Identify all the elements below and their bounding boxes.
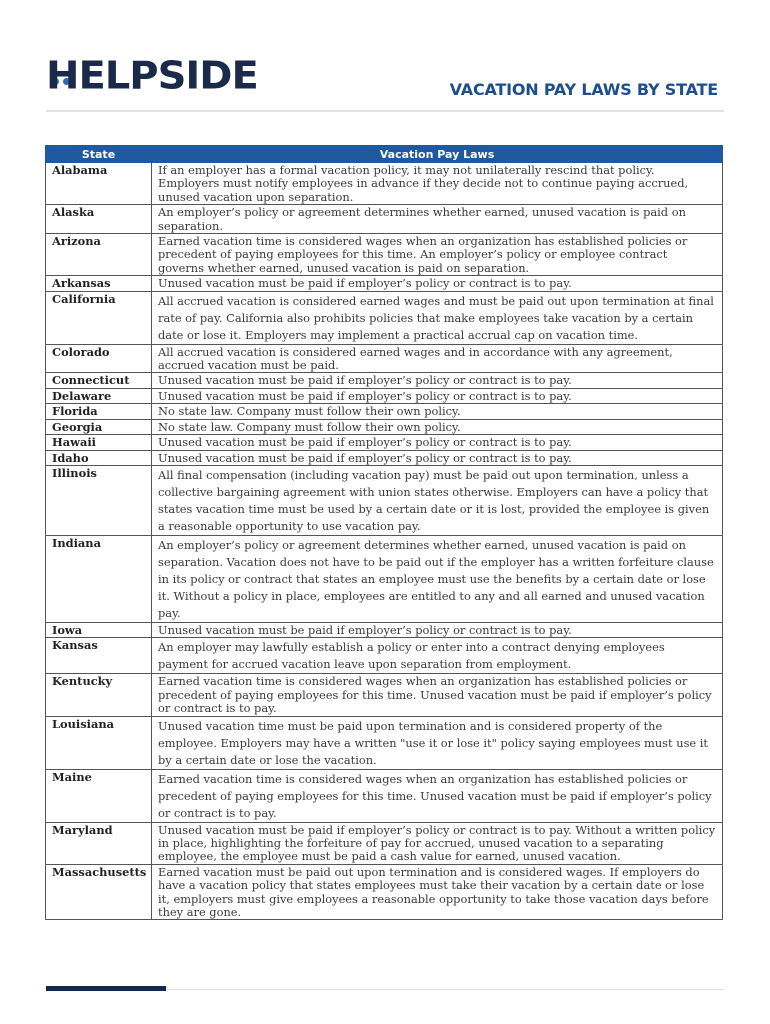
law-text: Unused vacation time must be paid upon termination and is considered property of the employee. Employers may have a written "use it or lose it" policy saying employees must use it by a certain date or lose the vacation. [152,716,723,769]
table-row [46,234,723,276]
state-name: Kansas [46,638,152,674]
law-text: An employer’s policy or agreement determines whether earned, unused vacation is paid on separation. Vacation does not have to be paid out if the employer has a written forfeiture clause in its policy or contract that states an employee must use the benefits by a certain date or lose it. Without a policy in place, employees are entitled to any and all earned and unused vacation pay. [152,535,723,622]
state-name: Indiana [46,535,152,622]
law-text: Unused vacation must be paid if employer’s policy or contract is to pay. [152,622,723,637]
table-row [46,435,723,450]
state-name: Delaware [46,388,152,403]
state-name: Iowa [46,622,152,637]
table-row [46,822,723,864]
state-name: Connecticut [46,373,152,388]
law-text: All accrued vacation is considered earned wages and must be paid out upon termination at final rate of pay. California also prohibits policies that make employees take vacation by a certain date or lose it. Employers may implement a practical accrual cap on vacation time. [152,291,723,344]
state-name: California [46,291,152,344]
state-name: Arkansas [46,276,152,291]
document-title: VACATION PAY LAWS BY STATE [449,80,718,99]
law-text: No state law. Company must follow their own policy. [152,404,723,419]
law-text: Unused vacation must be paid if employer’s policy or contract is to pay. [152,373,723,388]
table-row [46,622,723,637]
law-text: Earned vacation must be paid out upon termination and is considered wages. If employers do have a vacation policy that states employees must take their vacation by a certain date or lose it, employers must give employees a reasonable opportunity to take those vacation days before they are gone. [152,864,723,920]
table-row [46,276,723,291]
state-name: Georgia [46,419,152,434]
state-name: Illinois [46,465,152,535]
state-name: Massachusetts [46,864,152,920]
law-text: No state law. Company must follow their own policy. [152,419,723,434]
table-row [46,404,723,419]
law-text: Earned vacation time is considered wages when an organization has established policies or precedent of paying employees for this time. Unused vacation must be paid if employer’s policy or contract is to pay. [152,674,723,716]
state-name: Florida [46,404,152,419]
law-text: All final compensation (including vacation pay) must be paid out upon termination, unless a collective bargaining agreement with union states otherwise. Employers can have a policy that states vacation time must be used by a certain date or it is lost, provided the employee is given a reasonable opportunity to use vacation pay. [152,465,723,535]
table-row [46,373,723,388]
table-row [46,638,723,674]
helpside-logo [46,56,258,96]
table-row [46,163,723,205]
table-row [46,205,723,234]
law-text: Earned vacation time is considered wages when an organization has established policies or precedent of paying employees for this time. Unused vacation must be paid if employer’s policy or contract is to pay. [152,769,723,822]
header-divider [46,110,724,112]
state-name: Kentucky [46,674,152,716]
table-row [46,388,723,403]
table-row [46,674,723,716]
state-name: Maryland [46,822,152,864]
state-name: Maine [46,769,152,822]
table-row [46,344,723,373]
state-name: Alabama [46,163,152,205]
table-header-row [46,146,723,163]
table-row [46,450,723,465]
table-row [46,769,723,822]
state-name: Alaska [46,205,152,234]
logo-text: HELPSIDE [46,54,258,98]
table-row [46,465,723,535]
law-text: Unused vacation must be paid if employer’s policy or contract is to pay. [152,435,723,450]
table-row [46,864,723,920]
law-text: Unused vacation must be paid if employer’s policy or contract is to pay. [152,450,723,465]
state-column-header: State [46,146,152,163]
laws-column-header: Vacation Pay Laws [152,146,723,163]
state-name: Hawaii [46,435,152,450]
law-text: Earned vacation time is considered wages when an organization has established policies or precedent of paying employees for this time. An employer’s policy or employee contract governs whether earned, unused vacation is paid on separation. [152,234,723,276]
state-name: Idaho [46,450,152,465]
table-row [46,716,723,769]
footer-accent-bar [46,986,166,991]
state-name: Colorado [46,344,152,373]
law-text: An employer may lawfully establish a policy or enter into a contract denying employees payment for accrued vacation leave upon separation from employment. [152,638,723,674]
table-row [46,419,723,434]
law-text: Unused vacation must be paid if employer’s policy or contract is to pay. Without a written policy in place, highlighting the forfeiture of pay for accrued, unused vacation to a separating employee, the employee must be paid a cash value for earned, unused vacation. [152,822,723,864]
law-text: An employer’s policy or agreement determines whether earned, unused vacation is paid on separation. [152,205,723,234]
law-text: If an employer has a formal vacation policy, it may not unilaterally rescind that policy. Employers must notify employees in advance if they decide not to continue paying accrued, unused vacation upon separation. [152,163,723,205]
table-row [46,535,723,622]
vacation-pay-laws-table [45,145,723,920]
state-name: Arizona [46,234,152,276]
state-name: Louisiana [46,716,152,769]
law-text: Unused vacation must be paid if employer’s policy or contract is to pay. [152,276,723,291]
law-text: All accrued vacation is considered earned wages and in accordance with any agreement, accrued vacation must be paid. [152,344,723,373]
table-row [46,291,723,344]
footer-divider [166,989,724,990]
law-text: Unused vacation must be paid if employer’s policy or contract is to pay. [152,388,723,403]
